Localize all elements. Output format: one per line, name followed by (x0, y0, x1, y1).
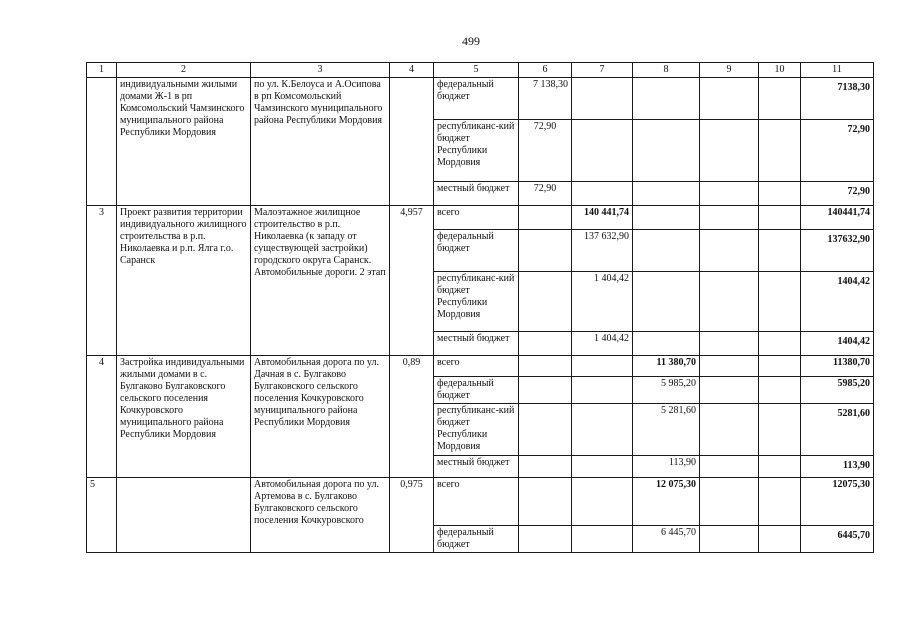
amount-cell (519, 332, 572, 356)
project-name-cell (117, 478, 251, 553)
column-header: 6 (519, 63, 572, 78)
object-name-cell: Малоэтажное жилищное строительство в р.п. Николаевка (к западу от существующей застройки) городского округа Саранск. Автомобильные дороги. 2 этап (251, 206, 390, 356)
amount-cell (759, 182, 801, 206)
funding-source-cell: всего (434, 478, 519, 526)
amount-cell (633, 182, 700, 206)
object-name-cell: Автомобильная дорога по ул. Артемова в с. Булгаково Булгаковского сельского поселения Кочкуровского (251, 478, 390, 553)
amount-cell (759, 526, 801, 553)
funding-source-cell: местный бюджет (434, 182, 519, 206)
amount-cell: 5 985,20 (633, 377, 700, 404)
row-number-cell: 4 (87, 356, 117, 478)
funding-source-cell: федеральный бюджет (434, 377, 519, 404)
amount-cell: 72,90 (519, 182, 572, 206)
amount-cell (572, 356, 633, 377)
column-header: 1 (87, 63, 117, 78)
row-number-cell: 5 (87, 478, 117, 553)
amount-cell (759, 404, 801, 456)
amount-cell (519, 377, 572, 404)
total-cell: 72,90 (801, 182, 874, 206)
amount-cell (633, 120, 700, 182)
amount-cell (572, 120, 633, 182)
amount-cell (700, 456, 759, 478)
amount-cell: 72,90 (519, 120, 572, 182)
amount-cell (759, 332, 801, 356)
amount-cell (519, 456, 572, 478)
table-row (87, 78, 874, 120)
funding-source-cell: республиканс-кий бюджет Республики Мордовия (434, 272, 519, 332)
object-name-cell: по ул. К.Белоуса и А.Осипова в рп Комсомольский Чамзинского муниципального района Республики Мордовия (251, 78, 390, 206)
total-cell: 72,90 (801, 120, 874, 182)
project-name-cell: индивидуальными жилыми домами Ж-1 в рп Комсомольский Чамзинского муниципального района Республики Мордовия (117, 78, 251, 206)
amount-cell (572, 456, 633, 478)
length-cell: 0,89 (390, 356, 434, 478)
amount-cell: 140 441,74 (572, 206, 633, 230)
funding-source-cell: местный бюджет (434, 456, 519, 478)
amount-cell: 7 138,30 (519, 78, 572, 120)
funding-source-cell: федеральный бюджет (434, 78, 519, 120)
column-header: 9 (700, 63, 759, 78)
amount-cell (633, 206, 700, 230)
amount-cell (519, 272, 572, 332)
total-cell: 1404,42 (801, 272, 874, 332)
row-number-cell (87, 78, 117, 206)
amount-cell: 1 404,42 (572, 332, 633, 356)
funding-source-cell: всего (434, 206, 519, 230)
column-header: 2 (117, 63, 251, 78)
row-number-cell: 3 (87, 206, 117, 356)
table-row (87, 356, 874, 377)
amount-cell (700, 206, 759, 230)
amount-cell (759, 230, 801, 272)
amount-cell (700, 404, 759, 456)
amount-cell: 11 380,70 (633, 356, 700, 377)
amount-cell (633, 230, 700, 272)
amount-cell (572, 377, 633, 404)
column-header: 7 (572, 63, 633, 78)
amount-cell: 137 632,90 (572, 230, 633, 272)
amount-cell (700, 332, 759, 356)
column-header: 8 (633, 63, 700, 78)
amount-cell (700, 230, 759, 272)
amount-cell (759, 377, 801, 404)
funding-source-cell: республиканс-кий бюджет Республики Мордовия (434, 404, 519, 456)
amount-cell (633, 78, 700, 120)
page-number: 499 (462, 34, 480, 48)
amount-cell (633, 332, 700, 356)
project-name-cell: Проект развития территории индивидуального жилищного строительства в р.п. Николаевка и р.п. Ялга г.о. Саранск (117, 206, 251, 356)
total-cell: 7138,30 (801, 78, 874, 120)
length-cell: 0,975 (390, 478, 434, 553)
funding-source-cell: федеральный бюджет (434, 230, 519, 272)
amount-cell: 6 445,70 (633, 526, 700, 553)
funding-source-cell: всего (434, 356, 519, 377)
amount-cell (700, 182, 759, 206)
amount-cell: 12 075,30 (633, 478, 700, 526)
total-cell: 5985,20 (801, 377, 874, 404)
total-cell: 11380,70 (801, 356, 874, 377)
funding-source-cell: республиканс-кий бюджет Республики Мордовия (434, 120, 519, 182)
amount-cell (759, 206, 801, 230)
funding-table (86, 62, 874, 553)
amount-cell (700, 272, 759, 332)
amount-cell (759, 478, 801, 526)
funding-source-cell: федеральный бюджет (434, 526, 519, 553)
amount-cell (700, 120, 759, 182)
length-cell: 4,957 (390, 206, 434, 356)
amount-cell (572, 182, 633, 206)
object-name-cell: Автомобильная дорога по ул. Дачная в с. Булгаково Булгаковского сельского поселения Кочкуровского муниципального района Республики Мордовия (251, 356, 390, 478)
amount-cell (519, 526, 572, 553)
total-cell: 6445,70 (801, 526, 874, 553)
amount-cell: 113,90 (633, 456, 700, 478)
funding-source-cell: местный бюджет (434, 332, 519, 356)
amount-cell (759, 456, 801, 478)
amount-cell (519, 206, 572, 230)
amount-cell (759, 78, 801, 120)
amount-cell (700, 377, 759, 404)
column-header: 5 (434, 63, 519, 78)
length-cell (390, 78, 434, 206)
total-cell: 140441,74 (801, 206, 874, 230)
amount-cell (700, 526, 759, 553)
amount-cell (759, 272, 801, 332)
amount-cell (572, 404, 633, 456)
total-cell: 12075,30 (801, 478, 874, 526)
column-header: 3 (251, 63, 390, 78)
total-cell: 1404,42 (801, 332, 874, 356)
amount-cell (759, 120, 801, 182)
column-header: 4 (390, 63, 434, 78)
total-cell: 5281,60 (801, 404, 874, 456)
total-cell: 113,90 (801, 456, 874, 478)
amount-cell (519, 230, 572, 272)
total-cell: 137632,90 (801, 230, 874, 272)
amount-cell (519, 404, 572, 456)
amount-cell (519, 356, 572, 377)
amount-cell (572, 526, 633, 553)
amount-cell (633, 272, 700, 332)
amount-cell (700, 356, 759, 377)
header-row (87, 63, 874, 78)
amount-cell (519, 478, 572, 526)
column-header: 10 (759, 63, 801, 78)
amount-cell (572, 78, 633, 120)
amount-cell (759, 356, 801, 377)
amount-cell (700, 478, 759, 526)
amount-cell (700, 78, 759, 120)
table-row (87, 206, 874, 230)
amount-cell: 5 281,60 (633, 404, 700, 456)
table-row (87, 478, 874, 526)
project-name-cell: Застройка индивидуальными жилыми домами в с. Булгаково Булгаковского сельского поселения Кочкуровского муниципального района Республики Мордовия (117, 356, 251, 478)
amount-cell (572, 478, 633, 526)
amount-cell: 1 404,42 (572, 272, 633, 332)
column-header: 11 (801, 63, 874, 78)
